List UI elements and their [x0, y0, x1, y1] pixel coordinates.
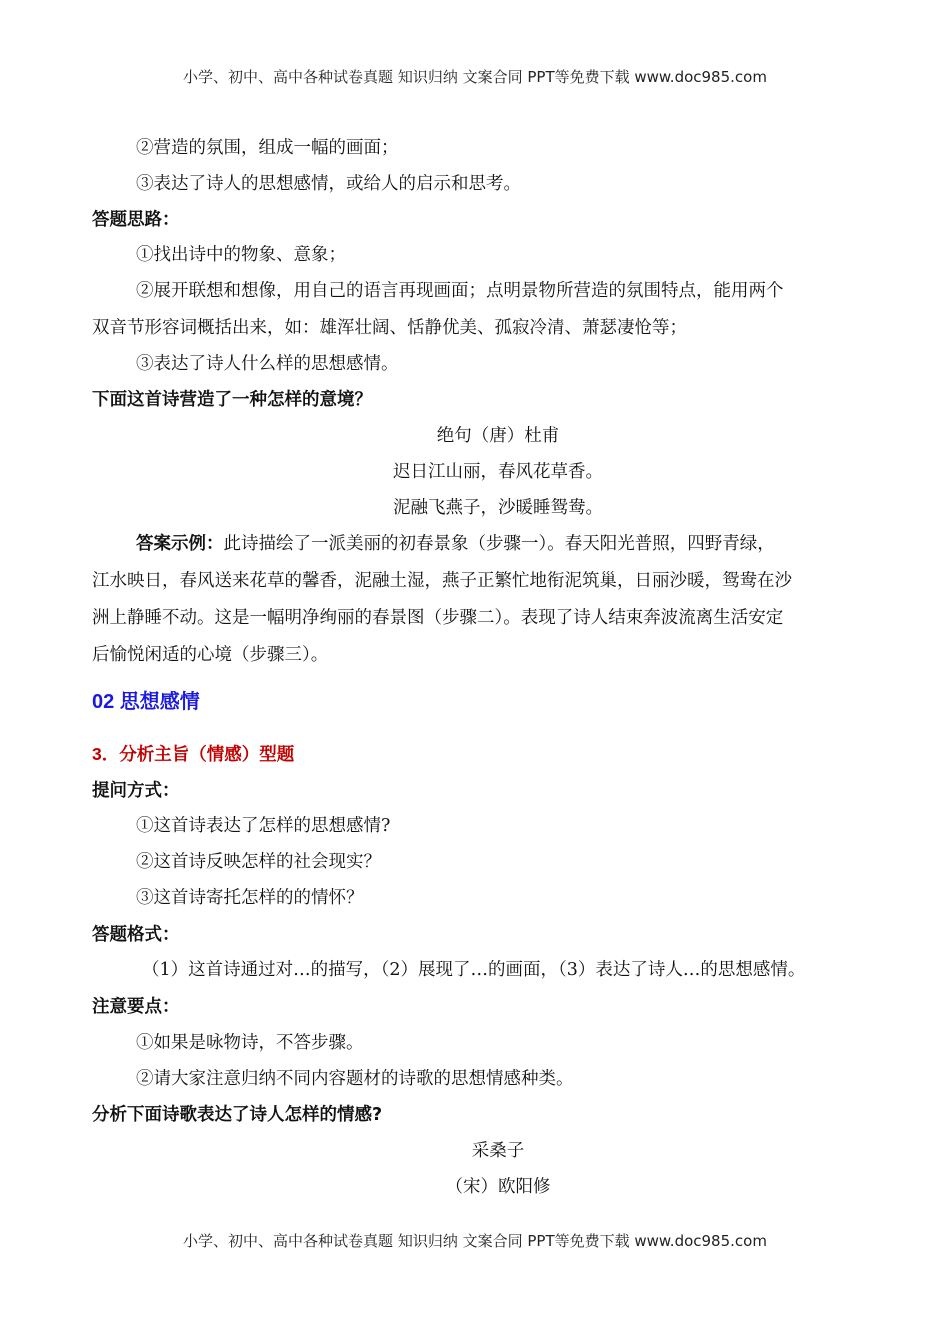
text-line: ②这首诗反映怎样的社会现实？ — [136, 852, 381, 872]
page-footer: 小学、初中、高中各种试卷真题 知识归纳 文案合同 PPT等免费下载 www.doc985.com — [183, 1232, 767, 1250]
poem-title: 采桑子 — [471, 1141, 525, 1161]
poem-author: （宋）欧阳修 — [445, 1177, 551, 1197]
question: 下面这首诗营造了一种怎样的意境？ — [92, 390, 372, 410]
answer-text: 此诗描绘了一派美丽的初春景象（步骤一）。春天阳光普照，四野青绿， — [223, 534, 775, 554]
poem-line: 泥融飞燕子，沙暖睡鸳鸯。 — [393, 498, 603, 518]
answer-label: 答案示例： — [136, 534, 224, 554]
page-header: 小学、初中、高中各种试卷真题 知识归纳 文案合同 PPT等免费下载 www.doc985.com — [183, 68, 767, 86]
poem-line: 迟日江山丽，春风花草香。 — [393, 462, 603, 482]
text-line: ③表达了诗人什么样的思想感情。 — [136, 354, 399, 374]
text-line: 双音节形容词概括出来，如：雄浑壮阔、恬静优美、孤寂冷清、萧瑟凄怆等； — [92, 318, 687, 338]
question: 分析下面诗歌表达了诗人怎样的情感? — [92, 1105, 383, 1125]
answer-line: 江水映日，春风送来花草的馨香，泥融土湿，燕子正繁忙地衔泥筑巢，日丽沙暖，鸳鸯在沙 — [92, 571, 792, 591]
heading-question-types: 提问方式： — [92, 781, 180, 801]
poem-title: 绝句（唐）杜甫 — [436, 426, 560, 446]
text-line: ①找出诗中的物象、意象； — [136, 245, 346, 265]
text-line: ③表达了诗人的思想感情，或给人的启示和思考。 — [136, 174, 521, 194]
heading-answer-approach: 答题思路： — [92, 210, 180, 230]
text-line: ②展开联想和想像，用自己的语言再现画面；点明景物所营造的氛围特点，能用两个 — [136, 281, 784, 301]
heading-answer-format: 答题格式： — [92, 925, 180, 945]
text-line: ③这首诗寄托怎样的的情怀？ — [136, 888, 364, 908]
answer-line — [136, 532, 775, 556]
text-line: ①如果是咏物诗，不答步骤。 — [136, 1033, 364, 1053]
answer-line: 后愉悦闲适的心境（步骤三）。 — [92, 645, 329, 665]
answer-line: 洲上静睡不动。这是一幅明净绚丽的春景图（步骤二）。表现了诗人结束奔波流离生活安定 — [92, 608, 784, 628]
heading-notes: 注意要点： — [92, 997, 180, 1017]
subsection-heading: 3．分析主旨（情感）型题 — [92, 744, 295, 764]
text-line: ②请大家注意归纳不同内容题材的诗歌的思想情感种类。 — [136, 1069, 574, 1089]
section-heading: 02 思想感情 — [92, 691, 200, 713]
text-line: （1）这首诗通过对…的描写，（2）展现了…的画面，（3）表达了诗人…的思想感情。 — [142, 960, 806, 980]
text-line: ②营造的氛围，组成一幅的画面； — [136, 138, 399, 158]
text-line: ①这首诗表达了怎样的思想感情? — [136, 816, 391, 836]
